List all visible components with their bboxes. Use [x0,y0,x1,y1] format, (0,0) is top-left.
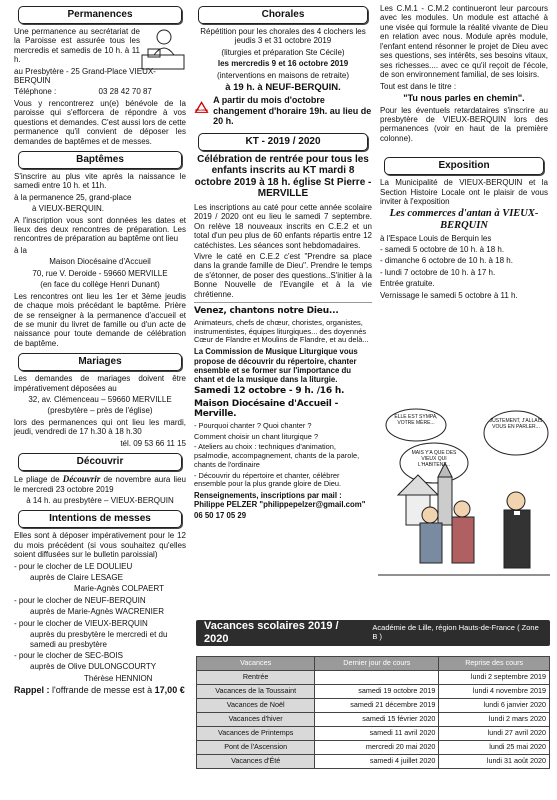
table-cell: lundi 4 novembre 2019 [439,685,550,699]
baptemes-heading: Baptêmes [18,151,182,169]
table-cell: lundi 6 janvier 2020 [439,699,550,713]
chorales-text-6: A partir du mois d'octobre changement d'horaire 19h. au lieu de 20 h. [213,95,372,127]
table-cell: samedi 19 octobre 2019 [315,685,439,699]
table-cell: Vacances d'Été [197,755,315,769]
mariages-text-2: 32, av. Clémenceau – 59660 MERVILLE [28,394,172,404]
vacances-section [196,620,550,769]
kt-text-1: Les inscriptions au caté pour cette année scolaire 2019 / 2020 ont eu lieu le samedi 7 septembre. On relève 18 nouveaux inscrits en C.E.2 et un total d'un peu plus de 60 enfants répartis entre 12 catéchistes. Les séances sont hebdomadaires. [194,202,372,250]
chorales-text-3: les mercredis 9 et 16 octobre 2019 [217,59,349,69]
mariages-tel: tél. 09 53 66 11 15 [120,438,186,448]
chorales-heading: Chorales [198,6,368,24]
list-item: - pour le clocher de LE DOULIEU [14,561,133,571]
warning-icon [194,95,209,119]
table-cell: Rentrée [197,671,315,685]
list-item: - pour le clocher de NEUF-BERQUIN [14,595,146,605]
secretary-illustration [140,27,186,71]
list-item: - Pourquoi chanter ? Quoi chanter ? [194,420,312,430]
messes-rappel: Rappel : l'offrande de messe est à 17,00 € [14,685,185,696]
messes-text-1: Elles sont à déposer impérativement pour le 12 du mois précédent (si vous souhaitez qu'elles soient diffusées sur le bulletin paroissial) [14,531,186,560]
table-cell: samedi 15 février 2020 [315,713,439,727]
messes-heading: Intentions de messes [18,510,182,528]
permanences-text-2: au Presbytère - 25 Grand-Place VIEUX-BERQUIN [14,66,156,85]
vacances-academie: Académie de Lille, région Hauts-de-France ( Zone B ) [372,623,539,641]
kt-text-2: Vivre le caté en C.E.2 c'est "Prendre sa place dans la grande famille de Dieu". Prendre le temps de s'étonner, de poser des questions..S'initier à la Bonne Nouvelle de l'Evangile et à la vie chrétienne. [194,252,372,299]
kt-headline: Célébration de rentrée pour tous les enfants inscrits au KT mardi 8 octobre 2019 à 18 h. église St Pierre - MERVILLE [194,153,372,200]
vacances-table [196,656,550,769]
exposition-text-1: La Municipalité de VIEUX-BERQUIN et la Section Histoire Locale ont le plaisir de vous inviter à l'exposition [380,178,548,206]
baptemes-text-4d: (en face du collège Henri Dunant) [40,280,160,290]
exposition-text-2: à l'Espace Louis de Berquin les [380,233,492,243]
table-cell: samedi 11 avril 2020 [315,727,439,741]
venez-text-1: Animateurs, chefs de chœur, choristes, organistes, instrumentistes, équipes liturgiques... des doyennés Cœur de Flandre et Moulins de Flandre, et au delà... [194,317,369,345]
chorales-text-5: à 19 h. à NEUF-BERQUIN. [225,81,341,93]
list-item: - samedi 5 octobre de 10 h. à 18 h. [380,244,505,254]
exposition-heading: Exposition [384,157,544,175]
venez-title: Venez, chantons notre Dieu... [194,306,339,317]
chorales-text-1: Répétition pour les chorales des 4 clochers les jeudis 3 et 31 octobre 2019 [200,26,366,46]
mariages-heading: Mariages [18,353,182,371]
baptemes-text-3: A l'inscription vous sont données les dates et lieux des deux rencontres de préparation. Les rencontres de préparation au baptême ont lieu [14,215,186,244]
cartoon-illustration [378,405,550,585]
table-row [197,741,550,755]
exposition-text-4: Vernissage le samedi 5 octobre à 11 h. [380,290,518,300]
table-cell: Vacances de la Toussaint [197,685,315,699]
cm-text-1: Les C.M.1 - C.M.2 continueront leur parcours avec les modules. Un module est attaché à une visée qui formule la réalité vivante de Dieu en relation avec nous. Module après module, l'enfant entend résonner le projet de Dieu avec ses questions, ses intérêts, ses besoins vitaux, ses richesses.... avec ce qu'il reçoit de l'école, de son environnement familial, de ses loisirs. [380,4,548,80]
permanences-text-3: Vous y rencontrerez un(e) bénévole de la paroisse qui s'efforcera de répondre à vos questions et demandes. C'est aussi lors de cette permanence qu'il convient de déposer les demandes de baptêmes et de messes. [14,98,186,146]
chorales-text-2: (liturgies et préparation Ste Cécile) [221,47,345,57]
venez-text-2: La Commission de Musique Liturgique vous propose de découvrir du répertoire, chanter ensemble et se former sur l'importance du chant et de la musique dans la liturgie. [194,347,358,384]
speech-bubble-3: JUSTEMENT, J'ALLAIS VOUS EN PARLER... [489,418,543,430]
column-middle [194,4,372,523]
kt-heading: KT - 2019 / 2020 [198,133,368,151]
cm-text-2: Tout est dans le titre : [380,81,457,91]
baptemes-text-4c: 70, rue V. Deroide - 59660 MERVILLE [32,268,168,278]
list-item: Thérèse HENNION [84,673,153,683]
table-row [197,685,550,699]
table-cell [315,671,439,685]
column-left [14,4,186,698]
table-cell: Vacances de Noël [197,699,315,713]
list-item: Marie-Agnès COLPAERT [74,584,164,594]
table-cell: samedi 21 décembre 2019 [315,699,439,713]
list-item: auprès du presbytère le mercredi et du samedi au presbytère [30,630,168,649]
mariages-text-1: Les demandes de mariages doivent être impérativement déposées au [14,374,186,393]
list-item: - Découvrir du répertoire et chanter, célébrer ensemble pour la plus grande gloire de Dieu. [194,470,342,489]
table-header: Dernier jour de cours [315,657,439,671]
permanences-text-1: Une permanence au secrétariat de la Paroisse est assurée tous les mercredis et samedis de 10 h. à 11 h. [14,26,140,65]
mariages-text-3: (presbytère – près de l'église) [47,406,153,416]
venez-date: Samedi 12 octobre - 9 h. /16 h. [194,386,345,397]
baptemes-text-4b: Maison Diocésaine d'Accueil [49,257,151,267]
list-item: - Ateliers au choix : techniques d'animation, psalmodie, accompagnement, chants de la parole, chants de l'ordinaire [194,442,360,469]
venez-lieu: Maison Diocésaine d'Accueil - Merville. [194,398,339,420]
list-item: - lundi 7 octobre de 10 h. à 17 h. [380,267,496,277]
table-cell: samedi 4 juillet 2020 [315,755,439,769]
table-row [197,727,550,741]
table-header: Reprise des cours [439,657,550,671]
table-cell: lundi 25 mai 2020 [439,741,550,755]
list-item: auprès de Claire LESAGE [30,572,123,582]
chorales-text-4: (interventions en maisons de retraite) [216,70,350,80]
cm-text-3: "Tu nous parles en chemin". [403,92,525,103]
svg-text:Attention: Attention [195,108,208,112]
cm-text-4: Pour les éventuels retardataires s'inscrire au presbytère de VIEUX-BERQUIN lors des permanences (voir en haut de la première colonne). [380,105,548,143]
table-row [197,699,550,713]
list-item: - dimanche 6 octobre de 10 h. à 18 h. [380,256,513,266]
baptemes-text-4a: à la [14,245,27,255]
messes-list [14,562,186,684]
column-right [380,4,548,302]
table-cell: Vacances de Printemps [197,727,315,741]
speech-bubble-1: ELLE EST SYMPA, VOTRE MÈRE... [394,414,438,426]
list-item: - pour le clocher de VIEUX-BERQUIN [14,618,148,628]
list-item: auprès de Marie-Agnès WACRENIER [30,607,164,617]
table-row [197,713,550,727]
baptemes-text-2b: à VIEUX-BERQUIN. [32,204,105,214]
permanences-heading: Permanences [18,6,182,24]
table-header: Vacances [197,657,315,671]
table-cell: Vacances d'hiver [197,713,315,727]
list-item: - pour le clocher de SEC-BOIS [14,651,123,661]
table-cell: lundi 2 mars 2020 [439,713,550,727]
permanences-tel: Téléphone : 03 28 42 70 87 [14,87,152,97]
table-cell: lundi 31 août 2020 [439,755,550,769]
baptemes-text-5: Les rencontres ont lieu les 1er et 3ème jeudis de chaque mois précédant le baptême. Prière de se renseigner à la permanence d'accueil et de se munir du livret de famille ou d'un acte de naissance pour toute demande de célébration de baptême. [14,291,186,348]
mariages-text-4: lors des permanences qui ont lieu les mardi, jeudi, vendredi de 17 h.30 à 18 h.30 [14,417,186,437]
baptemes-text-1: S'inscrire au plus vite après la naissance le samedi entre 10 h. et 11h. [14,171,186,191]
exposition-text-3: Entrée gratuite. [380,279,435,289]
table-cell: lundi 27 avril 2020 [439,727,550,741]
decouvrir-heading: Découvrir [18,453,182,471]
table-header-row [197,657,550,671]
list-item: auprès de Olive DULONGCOURTY [30,662,157,672]
decouvrir-text-2: à 14 h. au presbytère – VIEUX-BERQUIN [26,495,174,505]
baptemes-text-2a: à la permanence 25, grand-place [14,192,132,202]
list-item: Comment choisir un chant liturgique ? [194,431,319,441]
venez-contact: Renseignements, inscriptions par mail : Philippe PELZER "philippepelzer@gmail.com" [194,491,366,510]
table-row [197,671,550,685]
table-row [197,755,550,769]
decouvrir-text-1: Le pliage de Découvrir de novembre aura lieu le mercredi 23 octobre 2019 [14,473,186,494]
table-cell: lundi 2 septembre 2019 [439,671,550,685]
vacances-title: Vacances scolaires 2019 / 2020 [204,620,339,645]
table-cell: Pont de l'Ascension [197,741,315,755]
speech-bubble-2: MAIS Y'A QUE DES VIEUX QUI L'HABITENT... [411,450,457,468]
vacances-banner [196,620,550,646]
table-cell: mercredi 20 mai 2020 [315,741,439,755]
venez-tel: 06 50 17 05 29 [194,511,247,521]
exposition-headline: Les commerces d'antan à VIEUX-BERQUIN [389,208,539,231]
